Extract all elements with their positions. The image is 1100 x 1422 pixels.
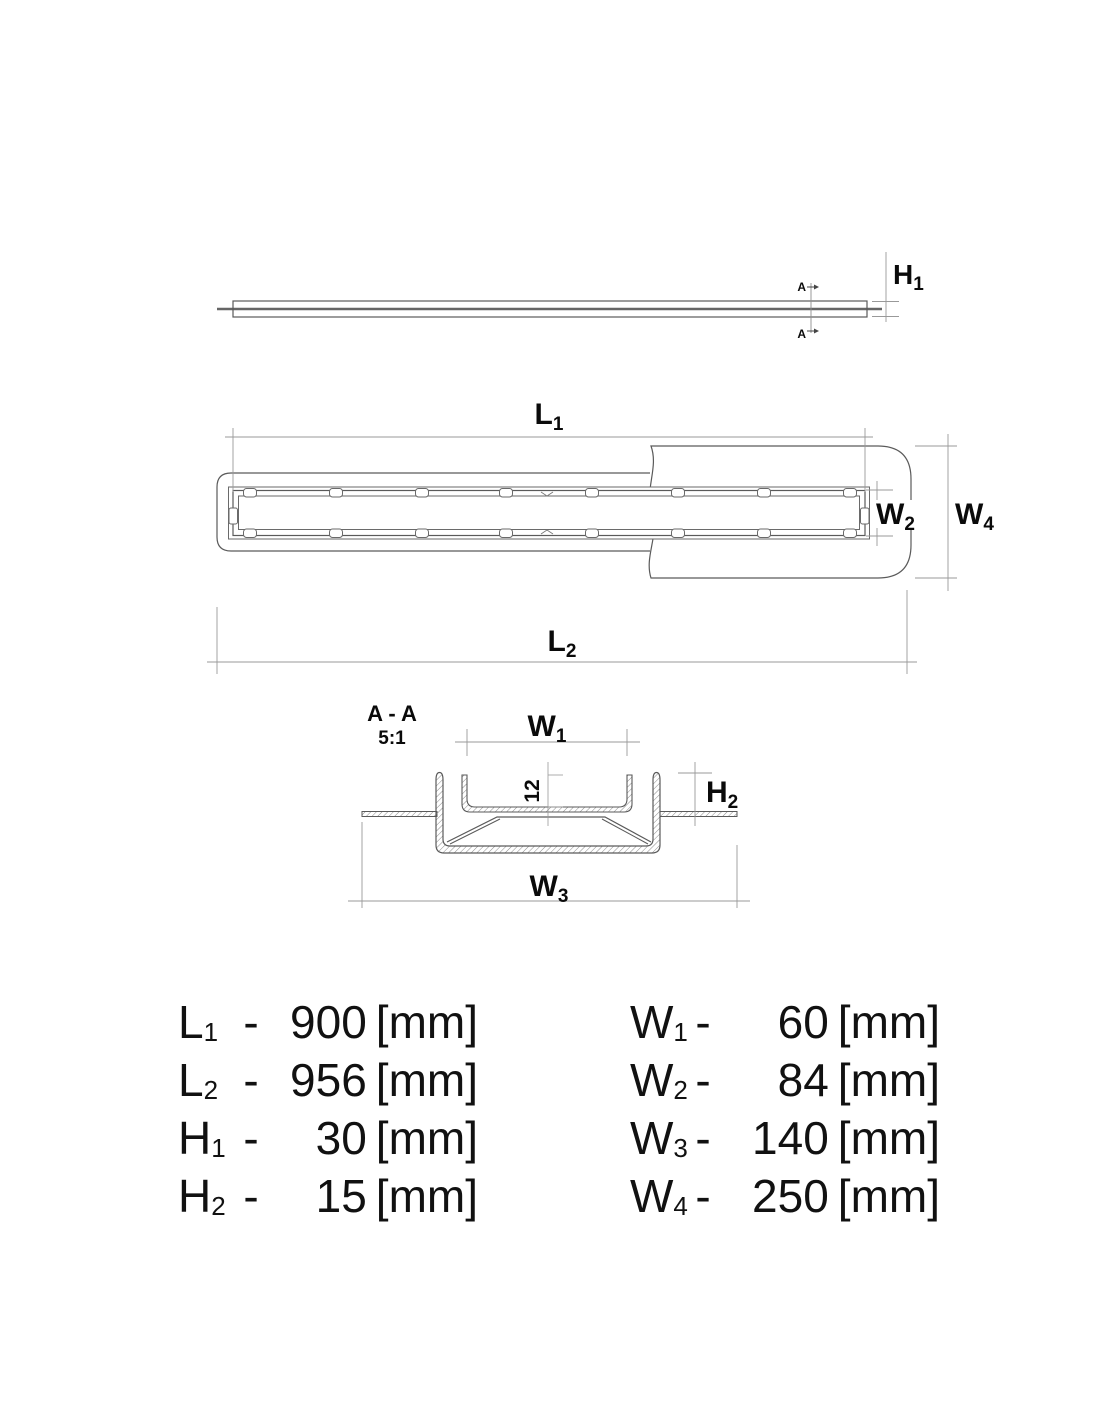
row-separator: - [243, 1112, 259, 1164]
w3-dimension-label: $W_3$ [529, 870, 569, 907]
grate-clip [500, 489, 513, 498]
row-separator: - [695, 996, 711, 1048]
grate-end-clip-right [861, 508, 870, 524]
row-separator: - [695, 1054, 711, 1106]
row-unit: [mm] [837, 1112, 940, 1164]
grate-clip [672, 489, 685, 498]
row-unit: [mm] [375, 996, 478, 1048]
table-row [630, 1171, 940, 1229]
row-value: 60 [777, 996, 829, 1048]
h2-dimension-label: $H_2$ [706, 776, 739, 813]
w1-dimension-label: $W_1$ [527, 710, 567, 747]
table-row [630, 1113, 940, 1171]
dimension-w1 [455, 710, 640, 756]
grate-clip [758, 489, 771, 498]
row-separator: - [695, 1170, 711, 1222]
row-separator: - [695, 1112, 711, 1164]
row-label: $H_1$ [178, 1112, 226, 1164]
dimension-h1 [872, 252, 924, 322]
grate-clip [844, 529, 857, 538]
grate-clip [500, 529, 513, 538]
table-row [178, 1113, 478, 1171]
grate-clip [586, 489, 599, 498]
grate-clip [330, 529, 343, 538]
grate-clip [844, 489, 857, 498]
section-view [348, 701, 750, 908]
grate-clip [244, 489, 257, 498]
grate-clip [586, 529, 599, 538]
w4-dimension-label: $W_4$ [955, 498, 994, 535]
dimension-w3 [348, 822, 750, 908]
section-mark-bottom-label: A [797, 327, 806, 341]
row-label: $W_3$ [630, 1112, 688, 1164]
row-value: 30 [315, 1112, 367, 1164]
side-view [217, 252, 924, 341]
grate-clip [416, 529, 429, 538]
row-label: $H_2$ [178, 1170, 226, 1222]
section-mark-top-arrowhead-icon [814, 285, 819, 290]
grate-clip [672, 529, 685, 538]
row-unit: [mm] [837, 996, 940, 1048]
table-row [630, 1055, 940, 1113]
table-row [178, 1055, 478, 1113]
l2-dimension-label: $L_2$ [547, 625, 577, 662]
row-value: 140 [752, 1112, 829, 1164]
dimension-l2 [207, 590, 917, 674]
section-tray-profile [462, 775, 632, 812]
row-value: 84 [777, 1054, 829, 1106]
grate-clip [244, 529, 257, 538]
row-label: $W_1$ [630, 996, 688, 1048]
grate-clip [416, 489, 429, 498]
table-row [178, 997, 478, 1055]
row-unit: [mm] [375, 1170, 478, 1222]
row-label: $W_2$ [630, 1054, 688, 1106]
dimension-table-right [630, 997, 940, 1229]
row-value: 250 [752, 1170, 829, 1222]
grate-clip [330, 489, 343, 498]
tray-depth-label: 12 [521, 779, 544, 803]
row-label: $L_1$ [178, 996, 219, 1048]
section-right-wing [660, 812, 737, 817]
row-value: 15 [315, 1170, 367, 1222]
row-label: $L_2$ [178, 1054, 219, 1106]
table-row [178, 1171, 478, 1229]
section-left-wing [362, 812, 437, 817]
row-label: $W_4$ [630, 1170, 688, 1222]
dimension-w4 [915, 434, 994, 591]
plan-view [207, 398, 994, 674]
h1-dimension-label: $H_1$ [893, 259, 924, 295]
row-value: 900 [290, 996, 367, 1048]
row-value: 956 [290, 1054, 367, 1106]
row-separator: - [243, 1170, 259, 1222]
section-mark-top-label: A [797, 280, 806, 294]
section-title: A - A [367, 701, 417, 726]
l1-dimension-label: $L_1$ [534, 398, 564, 435]
table-row [630, 997, 940, 1055]
section-mark-bottom-arrowhead-icon [814, 329, 819, 334]
row-unit: [mm] [375, 1112, 478, 1164]
row-unit: [mm] [837, 1170, 940, 1222]
row-separator: - [243, 996, 259, 1048]
grate-end-clip-left [229, 508, 238, 524]
section-scale: 5:1 [378, 728, 406, 749]
section-slope-inner-right [602, 819, 648, 844]
row-separator: - [243, 1054, 259, 1106]
grate-clip [758, 529, 771, 538]
row-unit: [mm] [375, 1054, 478, 1106]
section-slope-inner-left [450, 819, 500, 844]
row-unit: [mm] [837, 1054, 940, 1106]
dimension-table-left [178, 997, 478, 1229]
w2-dimension-label: $W_2$ [876, 498, 915, 535]
